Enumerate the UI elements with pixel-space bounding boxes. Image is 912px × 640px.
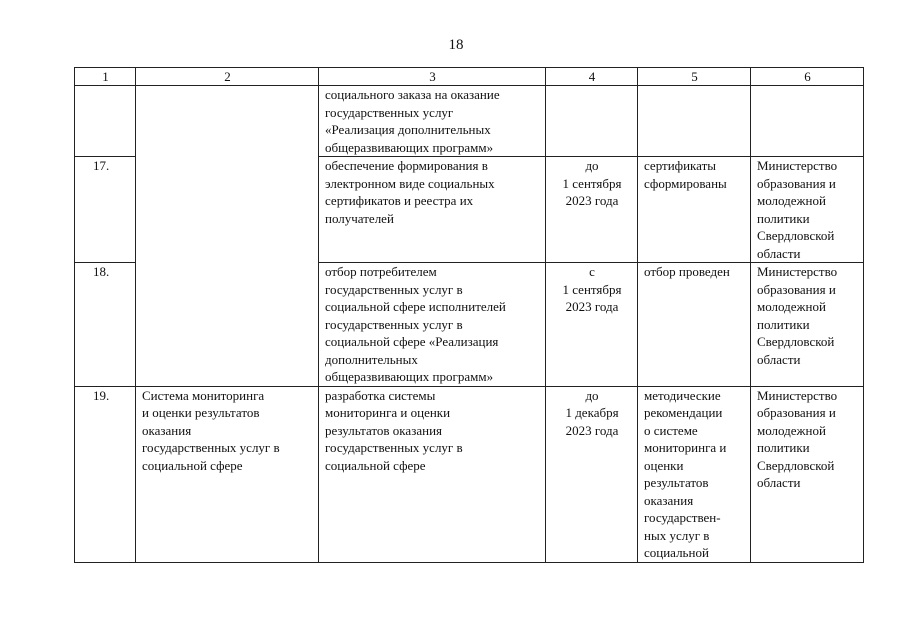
column-header: 1 (75, 68, 136, 86)
column-header: 2 (136, 68, 319, 86)
table-row (75, 86, 864, 157)
executor-cell: Министерство образования и молодежной политики Свердловской области (751, 386, 864, 562)
column-header: 5 (638, 68, 751, 86)
result-cell: методические рекомендации о системе мониторинга и оценки результатов оказания государствен- ных услуг в социальной (638, 386, 751, 562)
executor-cell: Министерство образования и молодежной политики Свердловской области (751, 157, 864, 263)
row-number: 18. (75, 263, 136, 387)
result-cell: сертификаты сформированы (638, 157, 751, 263)
row-number: 19. (75, 386, 136, 562)
table-row (75, 386, 864, 562)
measure-cell: социального заказа на оказание государственных услуг «Реализация дополнительных общеразвивающих программ» (319, 86, 546, 157)
deadline-cell (546, 86, 638, 157)
measure-cell: разработка системы мониторинга и оценки результатов оказания государственных услуг в социальной сфере (319, 386, 546, 562)
row-number (75, 86, 136, 157)
table-header-row (75, 68, 864, 86)
column-header: 6 (751, 68, 864, 86)
deadline-cell: до 1 сентября 2023 года (546, 157, 638, 263)
measure-cell: обеспечение формирования в электронном виде социальных сертификатов и реестра их получателей (319, 157, 546, 263)
result-cell (638, 86, 751, 157)
result-cell: отбор проведен (638, 263, 751, 387)
row-number: 17. (75, 157, 136, 263)
column-header: 4 (546, 68, 638, 86)
executor-cell: Министерство образования и молодежной политики Свердловской области (751, 263, 864, 387)
task-cell-empty (136, 86, 319, 387)
deadline-cell: до 1 декабря 2023 года (546, 386, 638, 562)
task-cell: Система мониторинга и оценки результатов оказания государственных услуг в социальной сфере (136, 386, 319, 562)
page-number: 18 (448, 37, 464, 53)
deadline-cell: с 1 сентября 2023 года (546, 263, 638, 387)
measure-cell: отбор потребителем государственных услуг в социальной сфере исполнителей государственных услуг в социальной сфере «Реализация дополнительных общеразвивающих программ» (319, 263, 546, 387)
measures-table (74, 67, 864, 563)
executor-cell (751, 86, 864, 157)
column-header: 3 (319, 68, 546, 86)
